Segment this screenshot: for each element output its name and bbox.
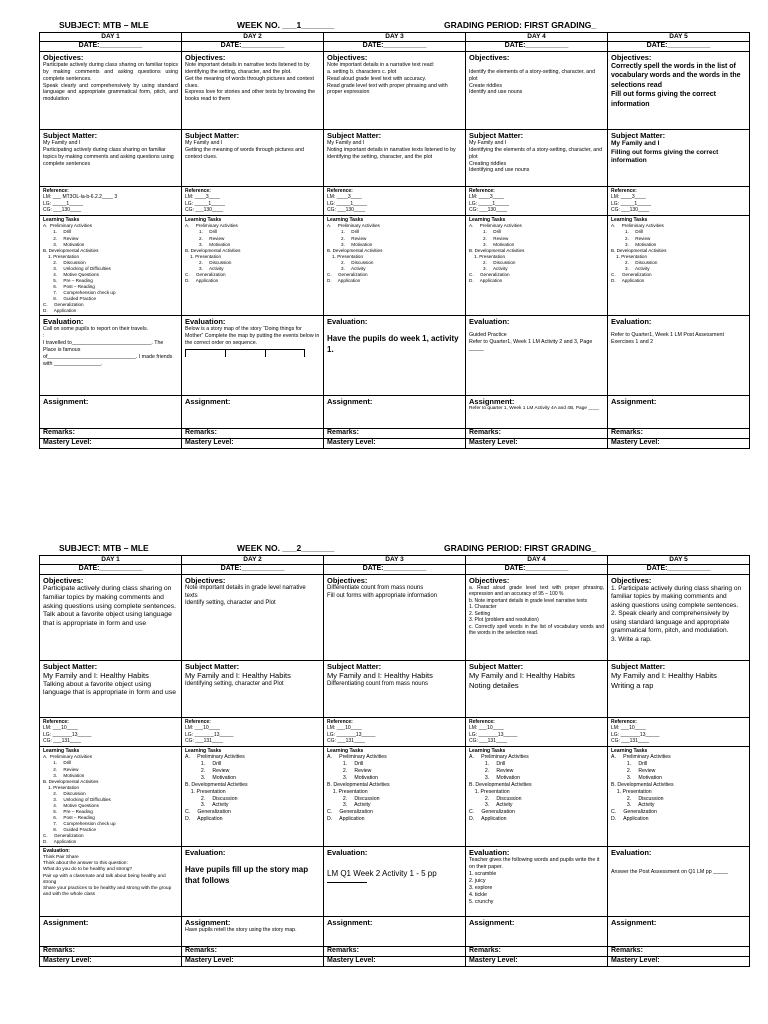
day-4-header: DAY 4: [466, 33, 608, 42]
mastery-row: [40, 957, 750, 967]
objectives-text: a. Read aloud grade level text with proper phrasing, expression and an accuracy of 95 – 100 % b. Note important details in grade level narrative texts 1. Character 2. Setting 3. Plot (problem and resolution) c. Correctly spell words in the list of vocabulary words and the words in the selection read.: [469, 584, 604, 637]
evaluation-cell: Evaluation: Have the pupils do week 1, activity 1.: [324, 316, 466, 396]
assignment-cell: Assignment: Have pupils retell the story using the story map.: [182, 917, 324, 947]
objectives-text: Participate actively during class sharing on familiar topics by making comments and asking questions using complete sentences. Speak clearly and comprehensively by using standard language and appropriate grammatical form, pitch, and modulation: [43, 61, 178, 103]
reference-cg: CG: ___130____: [327, 207, 366, 214]
subject-matter-cell: Subject Matter: My Family and I Identifying the elements of a story-setting, character, and plot Creating riddles Identifying and use nouns: [466, 129, 608, 186]
week-number: WEEK NO. ___1_______: [237, 20, 335, 30]
evaluation-blank-line: of______________________________. I made friends with ________________.: [43, 353, 173, 367]
objectives-text: Participate actively during class sharing on familiar topics by making comments and asking questions using complete sentences. Talk about a favorite object using language that is appropriate in form and use: [43, 584, 176, 628]
evaluation-cell: Evaluation: Answer the Post Assessment on Q1 LM pp _____: [608, 847, 750, 917]
reference-cell: Reference: LM: ___ MT3OL-la-b-6.2.2____ 3 LG: _____1_____ CG: ___130____: [40, 186, 182, 215]
subject-matter-cell: Subject Matter: My Family and I: Healthy Habits Talking about a favorite object using language that is appropriate in form and use: [40, 660, 182, 717]
day-5-header: DAY 5: [608, 556, 750, 565]
remarks-row: [40, 947, 750, 957]
objectives-text: Identify the elements of a story-setting, character, and plot Create riddles Identify and use nouns: [469, 68, 596, 96]
remarks-cell: Remarks:: [40, 947, 182, 957]
date-cell: DATE:___________: [608, 565, 750, 575]
reference-lm: LM: ___10____: [611, 725, 646, 732]
evaluation-text: Call on some pupils to report on their travels.: [43, 326, 149, 333]
evaluation-blank-line: [327, 882, 367, 883]
reference-lm: LM: ____3____: [469, 194, 504, 201]
week-2-plan: [39, 543, 749, 967]
subject-matter-text: My Family and I Filling out forms giving the correct information: [611, 139, 719, 165]
subject-title: SUBJECT: MTB – MLE: [59, 20, 149, 30]
assignment-row: [40, 396, 750, 429]
learning-tasks-row: [40, 746, 750, 846]
reference-lg: LG: _____1_____: [185, 200, 226, 207]
reference-lg: LG: _____1_____: [611, 200, 652, 207]
objectives-row: [40, 51, 750, 129]
mastery-cell: Mastery Level:: [608, 439, 750, 449]
reference-lg: LG: _______13_____: [469, 731, 518, 738]
learning-tasks-list: A. Preliminary Activities 1. Drill 2. Review 3. Motivation B. Developmental Activities 1. Presentation 2. Discussion 3. Activity C. Generalization D. Application: [185, 754, 248, 823]
assignment-text: Refer to quarter 1, Week 1 LM Activity 4A and 4B, Page ____: [469, 406, 600, 412]
evaluation-text: Have the pupils do week 1, activity 1.: [327, 334, 459, 355]
mastery-cell: Mastery Level:: [324, 957, 466, 967]
date-cell: DATE:___________: [40, 565, 182, 575]
reference-cg: CG: ___130____: [43, 207, 82, 214]
learning-tasks-list: A. Preliminary Activities 1. Drill 2. Review 3. Motivation B. Developmental Activities 1. Presentation 2. Discussion 3. Activity C. Generalization D. Application: [185, 223, 241, 283]
reference-cell: Reference: LM: ____3____ LG: _____1_____ CG: ___130____: [608, 186, 750, 215]
date-cell: DATE:___________: [466, 565, 608, 575]
objectives-cell: Objectives: Participate actively during class sharing on familiar topics by making comments and asking questions using complete sentences. Talk about a favorite object using language that is appropriate in form and use: [40, 574, 182, 660]
objectives-cell: Objectives: Note important details in grade level narrative texts Identify setting, character and Plot: [182, 574, 324, 660]
objectives-text: 1. Participate actively during class sharing on familiar topics by making comments and asking questions using complete sentences. 2. Speak clearly and comprehensively by using standard language and appropriate grammatical form, pitch, and modulation. 3. Write a rap.: [611, 584, 742, 643]
subject-matter-text: Talking about a favorite object using language that is appropriate in form and use: [43, 680, 177, 697]
subject-matter-text: My Family and I Getting the meaning of words through pictures and context clues.: [185, 139, 304, 160]
reference-lg: LG: _______13_____: [185, 731, 234, 738]
learning-tasks-cell: Learning Tasks A. Preliminary Activities 1. Drill 2. Review 3. Motivation B. Developmental Activities 1. Presentation 2. Discussion 3. Unlocking of Difficulties 4. Motive Questions 5. Pre – Reading 6. Post – Reading 7. Comprehension check up 8. Guided Practice C. Generalization D. Application: [40, 215, 182, 315]
objectives-text: Note important details in grade level narrative texts Identify setting, character and Plot: [185, 584, 306, 607]
assignment-text: Have pupils retell the story using the story map.: [185, 927, 297, 934]
day-3-header: DAY 3: [324, 33, 466, 42]
evaluation-cell: Evaluation: Teacher gives the following words and pupils write the it on their paper. 1. scramble 2. juicy 3. explore 4. tickle 5. crunchy: [466, 847, 608, 917]
objectives-text: Correctly spell the words in the list of vocabulary words and the words in the selections read Fill out forms giving the correct information: [611, 62, 741, 108]
date-cell: DATE:___________: [324, 42, 466, 52]
grading-period: GRADING PERIOD: FIRST GRADING_: [444, 20, 597, 30]
reference-cell: Reference: LM: ___10____ LG: _______13_____ CG: ___131____: [182, 717, 324, 746]
subject-matter-title: My Family and I: Healthy Habits: [185, 670, 291, 680]
remarks-cell: Remarks:: [466, 429, 608, 439]
reference-lg: LG: _____1_____: [43, 200, 84, 207]
learning-tasks-cell: Learning Tasks A. Preliminary Activities 1. Drill 2. Review 3. Motivation B. Developmental Activities 1. Presentation 2. Discussion 3. Unlocking of Difficulties 4. Motive Questions 5. Pre – Reading 6. Post – Reading 7. Comprehension check up 8. Guided Practice C. Generalization D. Application: [40, 746, 182, 846]
objectives-cell: Objectives: Identify the elements of a story-setting, character, and plot Create riddles Identify and use nouns: [466, 51, 608, 129]
reference-cg: CG: ___130____: [469, 207, 508, 214]
day-2-header: DAY 2: [182, 556, 324, 565]
subject-matter-text: Differentiating count from mass nouns: [327, 680, 428, 687]
learning-tasks-cell: Learning Tasks A. Preliminary Activities 1. Drill 2. Review 3. Motivation B. Developmental Activities 1. Presentation 2. Discussion 3. Activity C. Generalization D. Application: [324, 746, 466, 846]
date-cell: DATE:___________: [40, 42, 182, 52]
day-5-header: DAY 5: [608, 33, 750, 42]
evaluation-text: Below is a story map of the story “Doing things for Mother” Complete the map by putting the events below in the correct order on sequence.: [185, 326, 320, 347]
subject-matter-text: My Family and I Noting important details in narrative texts listened to by identifying the setting, character, and the plot: [327, 139, 456, 160]
remarks-cell: Remarks:: [182, 947, 324, 957]
grading-period: GRADING PERIOD: FIRST GRADING_: [444, 543, 597, 553]
learning-tasks-row: [40, 215, 750, 315]
reference-row: [40, 186, 750, 215]
objectives-text: Note important details in a narrative text read: a. setting b. characters c. plot Read aloud grade level text with accuracy. Read grade level text with proper phrasing and with proper expression: [327, 61, 448, 96]
remarks-cell: Remarks:: [324, 429, 466, 439]
assignment-cell: Assignment:: [40, 917, 182, 947]
day-header-row: [40, 33, 750, 42]
remarks-row: [40, 429, 750, 439]
mastery-cell: Mastery Level:: [182, 957, 324, 967]
assignment-cell: Assignment:: [466, 917, 608, 947]
assignment-cell: Assignment:: [40, 396, 182, 429]
reference-cg: CG: ___131____: [327, 738, 366, 745]
objectives-cell: Objectives: a. Read aloud grade level text with proper phrasing, expression and an accuracy of 95 – 100 % b. Note important details in grade level narrative texts 1. Character 2. Setting 3. Plot (problem and resolution) c. Correctly spell words in the list of vocabulary words and the words in the selection read.: [466, 574, 608, 660]
reference-lm: LM: ___10____: [327, 725, 362, 732]
date-cell: DATE:___________: [182, 565, 324, 575]
reference-cell: Reference: LM: ___10____ LG: _______13_____ CG: ___131____: [40, 717, 182, 746]
evaluation-row: [40, 316, 750, 396]
week-1-header: [39, 20, 749, 32]
evaluation-text: LM Q1 Week 2 Activity 1 - 5 pp: [327, 869, 437, 879]
date-cell: DATE:___________: [466, 42, 608, 52]
day-3-header: DAY 3: [324, 556, 466, 565]
subject-matter-row: [40, 129, 750, 186]
learning-tasks-cell: Learning Tasks A. Preliminary Activities 1. Drill 2. Review 3. Motivation B. Developmental Activities 1. Presentation 2. Discussion 3. Activity C. Generalization D. Application: [608, 746, 750, 846]
reference-lg: LG: _____1_____: [469, 200, 510, 207]
learning-tasks-list: A. Preliminary Activities 1. Drill 2. Review 3. Motivation B. Developmental Activities 1. Presentation 2. Discussion 3. Activity C. Generalization D. Application: [611, 754, 674, 823]
assignment-cell: Assignment:: [324, 917, 466, 947]
day-header-row: [40, 556, 750, 565]
reference-cg: CG: ___130____: [611, 207, 650, 214]
evaluation-cell: Evaluation: Have pupils fill up the story map that follows: [182, 847, 324, 917]
subject-matter-row: [40, 660, 750, 717]
date-cell: DATE:___________: [324, 565, 466, 575]
subject-matter-cell: Subject Matter: My Family and I: Healthy Habits Differentiating count from mass nouns: [324, 660, 466, 717]
week-2-header: [39, 543, 749, 555]
reference-row: [40, 717, 750, 746]
objectives-text: Differentiate count from mass nouns Fill out forms with appropriate information: [327, 584, 438, 599]
objectives-cell: Objectives: Participate actively during class sharing on familiar topics by making comments and asking questions using complete sentences. Speak clearly and comprehensively by using standard language and appropriate grammatical form, pitch, and modulation: [40, 51, 182, 129]
subject-matter-cell: Subject Matter: My Family and I Noting important details in narrative texts listened to by identifying the setting, character, and the plot: [324, 129, 466, 186]
date-cell: DATE:___________: [182, 42, 324, 52]
subject-matter-cell: Subject Matter: My Family and I Getting the meaning of words through pictures and context clues.: [182, 129, 324, 186]
learning-tasks-list: A. Preliminary Activities 1. Drill 2. Review 3. Motivation B. Developmental Activities 1. Presentation 2. Discussion 3. Unlocking of Difficulties 4. Motive Questions 5. Pre – Reading 6. Post – Reading 7. Comprehension check up 8. Guided Practice C. Generalization D. Application: [43, 754, 116, 845]
reference-lg: LG: _______13_____: [327, 731, 376, 738]
evaluation-cell: Evaluation: LM Q1 Week 2 Activity 1 - 5 pp: [324, 847, 466, 917]
reference-lm: LM: ___10____: [185, 725, 220, 732]
reference-lm: LM: ____3____: [611, 194, 646, 201]
mastery-cell: Mastery Level:: [466, 439, 608, 449]
learning-tasks-list: A. Preliminary Activities 1. Drill 2. Review 3. Motivation B. Developmental Activities 1. Presentation 2. Discussion 3. Activity C. Generalization D. Application: [469, 754, 532, 823]
assignment-cell: Assignment:: [324, 396, 466, 429]
reference-cell: Reference: LM: ___10____ LG: _______13_____ CG: ___131____: [466, 717, 608, 746]
remarks-cell: Remarks:: [182, 429, 324, 439]
reference-lm: LM: ___10____: [469, 725, 504, 732]
evaluation-text: Refer to Quarter1, Week 1 LM Post Assessment Exercises 1 and 2: [611, 332, 724, 346]
day-1-header: DAY 1: [40, 33, 182, 42]
evaluation-cell: Evaluation: Guided Practice Refer to Quarter1, Week 1 LM Activity 2 and 3, Page _____: [466, 316, 608, 396]
mastery-row: [40, 439, 750, 449]
assignment-cell: Assignment: Refer to quarter 1, Week 1 LM Activity 4A and 4B, Page ____: [466, 396, 608, 429]
subject-matter-cell: Subject Matter: My Family and I: Healthy Habits Identifying setting, character and Plot: [182, 660, 324, 717]
learning-tasks-cell: Learning Tasks A. Preliminary Activities 1. Drill 2. Review 3. Motivation B. Developmental Activities 1. Presentation 2. Discussion 3. Activity C. Generalization D. Application: [466, 746, 608, 846]
subject-title: SUBJECT: MTB – MLE: [59, 543, 149, 553]
assignment-cell: Assignment:: [608, 396, 750, 429]
subject-matter-text: My Family and I Participating actively during class sharing on familiar topics by making comments and asking questions using complete sentences: [43, 139, 174, 167]
objectives-cell: Objectives: Note important details in narrative texts listened to by identifying the setting, character, and the plot. Get the meaning of words through pictures and context clues. Express love for stories and other texts by browsing the books read to them: [182, 51, 324, 129]
learning-tasks-list: A. Preliminary Activities 1. Drill 2. Review 3. Motivation B. Developmental Activities 1. Presentation 2. Discussion 3. Activity C. Generalization D. Application: [327, 223, 383, 283]
date-row: [40, 565, 750, 575]
assignment-cell: Assignment:: [608, 917, 750, 947]
learning-tasks-cell: Learning Tasks A. Preliminary Activities 1. Drill 2. Review 3. Motivation B. Developmental Activities 1. Presentation 2. Discussion 3. Activity C. Generalization D. Application: [608, 215, 750, 315]
date-row: [40, 42, 750, 52]
date-cell: DATE:___________: [608, 42, 750, 52]
objectives-row: [40, 574, 750, 660]
remarks-cell: Remarks:: [608, 947, 750, 957]
reference-cg: CG: ___131____: [43, 738, 82, 745]
learning-tasks-cell: Learning Tasks A. Preliminary Activities 1. Drill 2. Review 3. Motivation B. Developmental Activities 1. Presentation 2. Discussion 3. Activity C. Generalization D. Application: [182, 215, 324, 315]
mastery-cell: Mastery Level:: [40, 957, 182, 967]
reference-lm: LM: ____3____: [185, 194, 220, 201]
objectives-cell: Objectives: Note important details in a narrative text read: a. setting b. characters c. plot Read aloud grade level text with accuracy. Read grade level text with proper phrasing and with proper expression: [324, 51, 466, 129]
mastery-cell: Mastery Level:: [324, 439, 466, 449]
subject-matter-cell: Subject Matter: My Family and I: Healthy Habits Writing a rap: [608, 660, 750, 717]
subject-matter-text: Noting detailes: [469, 680, 519, 690]
mastery-cell: Mastery Level:: [466, 957, 608, 967]
week-1-plan: [39, 20, 749, 449]
week-1-table: [39, 32, 750, 449]
evaluation-text: Have pupils fill up the story map that follows: [185, 865, 309, 886]
objectives-text: Note important details in narrative texts listened to by identifying the setting, character, and the plot. Get the meaning of words through pictures and context clues. Express love for stories and other texts by browsing the books read to them: [185, 61, 316, 103]
learning-tasks-cell: Learning Tasks A. Preliminary Activities 1. Drill 2. Review 3. Motivation B. Developmental Activities 1. Presentation 2. Discussion 3. Activity C. Generalization D. Application: [324, 215, 466, 315]
evaluation-cell: Evaluation: Refer to Quarter1, Week 1 LM Post Assessment Exercises 1 and 2: [608, 316, 750, 396]
evaluation-row: [40, 847, 750, 917]
subject-matter-title: My Family and I: Healthy Habits: [469, 670, 575, 680]
subject-matter-text: Writing a rap: [611, 680, 654, 690]
assignment-cell: Assignment:: [182, 396, 324, 429]
assignment-row: [40, 917, 750, 947]
remarks-cell: Remarks:: [608, 429, 750, 439]
reference-cell: Reference: LM: ___10____ LG: _______13_____ CG: ___131____: [324, 717, 466, 746]
mastery-cell: Mastery Level:: [608, 957, 750, 967]
reference-lm: LM: ____3____: [327, 194, 362, 201]
evaluation-text: Answer the Post Assessment on Q1 LM pp _____: [611, 869, 728, 876]
remarks-cell: Remarks:: [466, 947, 608, 957]
reference-lg: LG: _____1_____: [327, 200, 368, 207]
subject-matter-title: My Family and I: Healthy Habits: [43, 670, 149, 680]
subject-matter-cell: Subject Matter: My Family and I Participating actively during class sharing on familiar topics by making comments and asking questions using complete sentences: [40, 129, 182, 186]
learning-tasks-cell: Learning Tasks A. Preliminary Activities 1. Drill 2. Review 3. Motivation B. Developmental Activities 1. Presentation 2. Discussion 3. Activity C. Generalization D. Application: [182, 746, 324, 846]
objectives-cell: Objectives: 1. Participate actively during class sharing on familiar topics by making comments and asking questions using complete sentences. 2. Speak clearly and comprehensively by using standard language and appropriate grammatical form, pitch, and modulation. 3. Write a rap.: [608, 574, 750, 660]
subject-matter-text: My Family and I Identifying the elements of a story-setting, character, and plot Creating riddles Identifying and use nouns: [469, 139, 603, 174]
evaluation-blank-line: I travelled to___________________________. The Place is famous: [43, 340, 164, 353]
day-2-header: DAY 2: [182, 33, 324, 42]
remarks-cell: Remarks:: [40, 429, 182, 439]
reference-lm: LM: ___10____: [43, 725, 78, 732]
learning-tasks-list: A. Preliminary Activities 1. Drill 2. Review 3. Motivation B. Developmental Activities 1. Presentation 2. Discussion 3. Activity C. Generalization D. Application: [327, 754, 390, 823]
evaluation-text: Teacher gives the following words and pupils write the it on their paper. 1. scramble 2. juicy 3. explore 4. tickle 5. crunchy: [469, 857, 600, 905]
subject-matter-text: Identifying setting, character and Plot: [185, 680, 284, 687]
day-4-header: DAY 4: [466, 556, 608, 565]
week-2-table: [39, 555, 750, 967]
learning-tasks-list: A. Preliminary Activities 1. Drill 2. Review 3. Motivation B. Developmental Activities 1. Presentation 2. Discussion 3. Activity C. Generalization D. Application: [611, 223, 667, 283]
reference-cell: Reference: LM: ____3____ LG: _____1_____ CG: ___130____: [324, 186, 466, 215]
reference-cg: CG: ___130____: [185, 207, 224, 214]
learning-tasks-list: A. Preliminary Activities 1. Drill 2. Review 3. Motivation B. Developmental Activities 1. Presentation 2. Discussion 3. Activity C. Generalization D. Application: [469, 223, 525, 283]
subject-matter-title: My Family and I: Healthy Habits: [611, 670, 717, 680]
reference-lg: LG: _______13_____: [611, 731, 660, 738]
subject-matter-title: My Family and I: Healthy Habits: [327, 670, 433, 680]
objectives-cell: Objectives: Differentiate count from mass nouns Fill out forms with appropriate information: [324, 574, 466, 660]
subject-matter-cell: Subject Matter: My Family and I: Healthy Habits Noting detailes: [466, 660, 608, 717]
reference-cg: CG: ___131____: [469, 738, 508, 745]
day-1-header: DAY 1: [40, 556, 182, 565]
reference-cell: Reference: LM: ____3____ LG: _____1_____ CG: ___130____: [182, 186, 324, 215]
mastery-cell: Mastery Level:: [40, 439, 182, 449]
evaluation-cell: Evaluation: Below is a story map of the story “Doing things for Mother” Complete the map by putting the events below in the correct order on sequence.: [182, 316, 324, 396]
evaluation-text: Guided Practice Refer to Quarter1, Week 1 LM Activity 2 and 3, Page _____: [469, 332, 593, 353]
reference-lm: LM: ___ MT3OL-la-b-6.2.2____ 3: [43, 194, 118, 201]
mastery-cell: Mastery Level:: [182, 439, 324, 449]
story-map-image: [185, 349, 305, 357]
learning-tasks-cell: Learning Tasks A. Preliminary Activities 1. Drill 2. Review 3. Motivation B. Developmental Activities 1. Presentation 2. Discussion 3. Activity C. Generalization D. Application: [466, 215, 608, 315]
subject-matter-cell: Subject Matter: My Family and I Filling out forms giving the correct information: [608, 129, 750, 186]
reference-cg: CG: ___131____: [185, 738, 224, 745]
reference-cell: Reference: LM: ___10____ LG: _______13_____ CG: ___131____: [608, 717, 750, 746]
evaluation-cell: Evaluation: Think Pair Share Think about the answer to this question: What do you do to be healthy and strong? Pair up with a classmate and talk about being healthy and strong Share your practices to be healthy and strong with the group and with the whole class: [40, 847, 182, 917]
reference-cg: CG: ___131____: [611, 738, 650, 745]
learning-tasks-list: A. Preliminary Activities 1. Drill 2. Review 3. Motivation B. Developmental Activities 1. Presentation 2. Discussion 3. Unlocking of Difficulties 4. Motive Questions 5. Pre – Reading 6. Post – Reading 7. Comprehension check up 8. Guided Practice C. Generalization D. Application: [43, 223, 116, 314]
reference-cell: Reference: LM: ____3____ LG: _____1_____ CG: ___130____: [466, 186, 608, 215]
remarks-cell: Remarks:: [324, 947, 466, 957]
week-number: WEEK NO. ___2_______: [237, 543, 335, 553]
reference-lg: LG: _______13_____: [43, 731, 92, 738]
objectives-cell: Objectives: Correctly spell the words in the list of vocabulary words and the words in the selections read Fill out forms giving the correct information: [608, 51, 750, 129]
evaluation-cell: Evaluation: Call on some pupils to report on their travels. : I travelled to___________________________. The Place is famous of______________________________. I made friends with ________________.: [40, 316, 182, 396]
evaluation-text: Think Pair Share Think about the answer to this question: What do you do to be healthy and strong? Pair up with a classmate and talk about being healthy and strong Share your practices to be healthy and strong with the group and with the whole class: [43, 854, 172, 898]
